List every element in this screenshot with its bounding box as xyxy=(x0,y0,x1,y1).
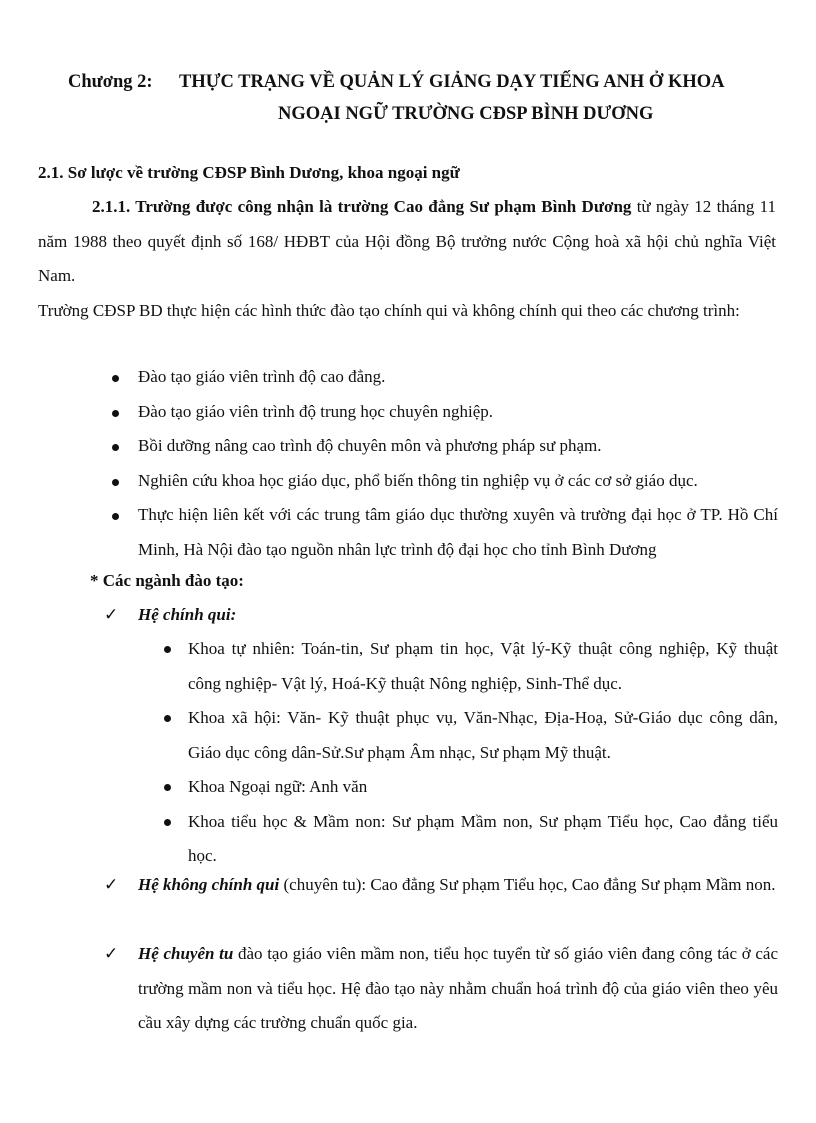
non-regular-system-text: (chuyên tu): Cao đẳng Sư phạm Tiểu học, Cao đẳng Sư phạm Mầm non. xyxy=(279,875,776,894)
in-service-system-item xyxy=(104,937,778,1041)
list-item: Khoa tự nhiên: Toán-tin, Sư phạm tin học, Vật lý-Kỹ thuật công nghiệp, Kỹ thuật công nghiệp- Vật lý, Hoá-Kỹ thuật Nông nghiệp, Sinh-Thể dục. xyxy=(160,632,778,701)
list-item: Khoa xã hội: Văn- Kỹ thuật phục vụ, Văn-Nhạc, Địa-Hoạ, Sử-Giáo dục công dân, Giáo dục công dân-Sử.Sư phạm Âm nhạc, Sư phạm Mỹ thuật. xyxy=(160,701,778,770)
section-heading: 2.1. Sơ lược về trường CĐSP Bình Dương, khoa ngoại ngữ xyxy=(38,163,460,182)
list-item: Bồi dưỡng nâng cao trình độ chuyên môn và phương pháp sư phạm. xyxy=(110,429,778,464)
bullet-icon xyxy=(112,444,119,451)
in-service-system-label: Hệ chuyên tu xyxy=(138,944,234,963)
bullet-icon xyxy=(112,375,119,382)
bullet-icon xyxy=(112,479,119,486)
regular-system-item xyxy=(104,598,778,633)
list-item: Nghiên cứu khoa học giáo dục, phổ biến thông tin nghiệp vụ ở các cơ sở giáo dục. xyxy=(110,464,778,499)
bullet-icon xyxy=(164,646,171,653)
list-item: Thực hiện liên kết với các trung tâm giáo dục thường xuyên và trường đại học ở TP. Hồ Chí Minh, Hà Nội đào tạo nguồn nhân lực trình độ đại học cho tỉnh Bình Dương xyxy=(110,498,778,567)
checkmark-icon: ✓ xyxy=(104,944,119,963)
program-list xyxy=(110,360,778,567)
regular-system-label: Hệ chính qui: xyxy=(138,605,237,624)
list-item: Đào tạo giáo viên trình độ trung học chuyên nghiệp. xyxy=(110,395,778,430)
bullet-icon xyxy=(112,513,119,520)
in-service-system-text: đào tạo giáo viên mầm non, tiểu học tuyển từ số giáo viên đang công tác ở các trường mầm non và tiểu học. Hệ đào tạo này nhằm chuẩn hoá trình độ của giáo viên theo yêu cầu xây dựng các trường chuẩn quốc gia. xyxy=(138,944,778,1032)
majors-heading: * Các ngành đào tạo: xyxy=(90,571,244,590)
subsection-paragraph xyxy=(38,190,776,294)
list-item: Đào tạo giáo viên trình độ cao đẳng. xyxy=(110,360,778,395)
intro-paragraph: Trường CĐSP BD thực hiện các hình thức đào tạo chính qui và không chính qui theo các chương trình: xyxy=(38,301,740,320)
non-regular-system-item xyxy=(104,868,778,903)
chapter-title-line-2: NGOẠI NGỮ TRƯỜNG CĐSP BÌNH DƯƠNG xyxy=(278,104,654,124)
non-regular-system-label: Hệ không chính qui xyxy=(138,875,280,894)
bullet-icon xyxy=(164,819,171,826)
faculty-list xyxy=(160,632,778,874)
subsection-heading: 2.1.1. Trường được công nhận là trường Cao đẳng Sư phạm Bình Dương xyxy=(92,197,632,216)
checkmark-icon: ✓ xyxy=(104,605,119,624)
checkmark-icon: ✓ xyxy=(104,875,119,894)
chapter-number: Chương 2: xyxy=(68,72,153,92)
list-item: Khoa tiểu học & Mầm non: Sư phạm Mầm non, Sư phạm Tiểu học, Cao đẳng tiểu học. xyxy=(160,805,778,874)
bullet-icon xyxy=(164,715,171,722)
bullet-icon xyxy=(112,410,119,417)
bullet-icon xyxy=(164,784,171,791)
chapter-title-line-1: THỰC TRẠNG VỀ QUẢN LÝ GIẢNG DẠY TIẾNG ANH Ở KHOA xyxy=(179,72,725,92)
subsection-text: từ ngày 12 tháng 11 năm 1988 theo quyết định số 168/ HĐBT của Hội đồng Bộ trưởng nước Cộng hoà xã hội chủ nghĩa Việt Nam. xyxy=(38,197,777,285)
list-item: Khoa Ngoại ngữ: Anh văn xyxy=(160,770,778,805)
